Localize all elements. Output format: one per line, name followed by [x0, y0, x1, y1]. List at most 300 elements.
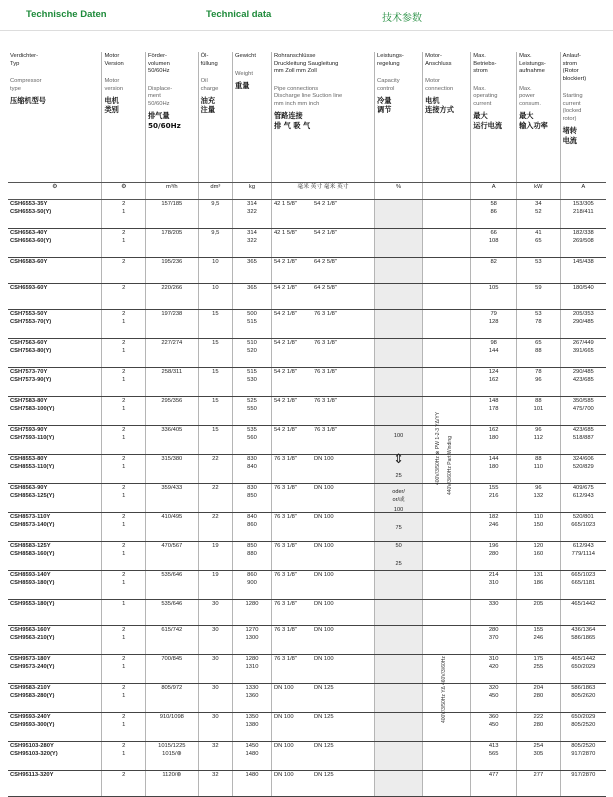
model-cell: CSH9593-240Y CSH9593-300(Y) [8, 713, 102, 742]
oil-charge-cell: 9,5 [198, 200, 232, 229]
oil-charge-cell: 15 [198, 339, 232, 368]
table-row [8, 626, 606, 655]
table-row [8, 426, 606, 455]
column-header-en: Motor version [104, 78, 124, 92]
model-cell: CSH9583-210Y CSH9583-280(Y) [8, 684, 102, 713]
column-header-en: Weight [235, 70, 253, 77]
pipe-connection-cell [271, 742, 374, 771]
table-row [8, 684, 606, 713]
pipe-connection-cell [271, 684, 374, 713]
oil-charge-cell: 22 [198, 484, 232, 513]
suction-pipe: DN 125 [313, 772, 334, 778]
model-cell: CSH9553-180(Y) [8, 600, 102, 626]
max-power-cell: 110 150 [517, 513, 561, 542]
starting-current-cell: 153/305 218/411 [560, 200, 606, 229]
motor-connection-cell [423, 571, 471, 600]
suction-pipe: DN 100 [313, 514, 334, 520]
weight-cell: 314 322 [233, 229, 272, 258]
max-power-cell: 204 280 [517, 684, 561, 713]
suction-pipe: 54 2 1/8" [313, 230, 337, 236]
weight-cell: 365 [233, 258, 272, 284]
displacement-cell: 1120/⊛ [145, 771, 198, 797]
model-cell: CSH8573-110Y CSH8573-140(Y) [8, 513, 102, 542]
pipe-connection-cell [271, 513, 374, 542]
column-header-cn: 冷量 调节 [377, 96, 392, 115]
motor-version-cell: 2 1 [102, 655, 146, 684]
pipe-connection-cell [271, 310, 374, 339]
displacement-cell: 197/238 [145, 310, 198, 339]
table-row [8, 542, 606, 571]
displacement-cell: 805/972 [145, 684, 198, 713]
oil-charge-cell: 30 [198, 600, 232, 626]
header-en: Technical data [206, 9, 272, 20]
pipe-connection-cell [271, 229, 374, 258]
pipe-connection-cell [271, 713, 374, 742]
starting-current-cell: 520/801 665/1023 [560, 513, 606, 542]
column-header-10 [560, 52, 606, 183]
pipe-connection-cell [271, 455, 374, 484]
oil-charge-cell: 22 [198, 455, 232, 484]
motor-version-cell: 2 1 [102, 426, 146, 455]
column-header-cn: 堵转 电流 [562, 126, 577, 145]
suction-pipe: DN 100 [313, 601, 334, 607]
max-power-cell: 205 [517, 600, 561, 626]
column-header-en: Starting current (locked rotor) [562, 93, 583, 122]
capacity-control-cell [375, 713, 423, 742]
column-header-9 [517, 52, 561, 183]
discharge-pipe: 76 3 1/8" [273, 572, 297, 578]
starting-current-cell: 465/1442 [560, 600, 606, 626]
discharge-pipe: 76 3 1/8" [273, 543, 297, 549]
column-header-cn: 压缩机型号 [10, 96, 46, 106]
capacity-control-cell [375, 284, 423, 310]
motor-connection-cell [423, 742, 471, 771]
weight-cell: 1280 1310 [233, 655, 272, 684]
motor-version-cell: 2 1 [102, 229, 146, 258]
motor-version-cell: 2 1 [102, 397, 146, 426]
pipe-connection-cell [271, 284, 374, 310]
max-operating-current-cell: 148 178 [471, 397, 517, 426]
column-header-5 [271, 52, 374, 183]
column-header-cn: 最大 输入功率 [519, 111, 548, 130]
column-header-de: Öl- füllung [200, 53, 218, 67]
discharge-pipe: 54 2 1/8" [273, 340, 297, 346]
motor-connection-cell [423, 229, 471, 258]
capacity-control-cell [375, 229, 423, 258]
displacement-cell: 258/311 [145, 368, 198, 397]
model-cell: CSH7593-90Y CSH7593-110(Y) [8, 426, 102, 455]
capacity-control-cell [375, 742, 423, 771]
max-operating-current-cell: 82 [471, 258, 517, 284]
motor-version-cell: 2 1 [102, 484, 146, 513]
column-header-7 [423, 52, 471, 183]
max-power-cell: 120 160 [517, 542, 561, 571]
capacity-step: 100 [393, 506, 404, 513]
column-unit-1: ⚙ [102, 183, 146, 200]
table-row [8, 258, 606, 284]
motor-version-cell: 1 [102, 600, 146, 626]
discharge-pipe: 76 3 1/8" [273, 656, 297, 662]
weight-cell: 510 520 [233, 339, 272, 368]
displacement-cell: 410/495 [145, 513, 198, 542]
max-operating-current-cell: 330 [471, 600, 517, 626]
max-power-cell: 277 [517, 771, 561, 797]
motor-connection-cell [423, 368, 471, 397]
weight-cell: 1350 1380 [233, 713, 272, 742]
discharge-pipe: 54 2 1/8" [273, 427, 297, 433]
column-header-3 [198, 52, 232, 183]
motor-connection-cell [423, 339, 471, 368]
suction-pipe: 54 2 1/8" [313, 201, 337, 207]
column-header-en: Max. operating current [473, 85, 498, 107]
suction-pipe: 76 3 1/8" [313, 369, 337, 375]
model-cell: CSH9563-160Y CSH9563-210(Y) [8, 626, 102, 655]
column-header-de: Motor- Anschluss [425, 53, 452, 67]
displacement-cell: 359/433 [145, 484, 198, 513]
column-unit-4: kg [233, 183, 272, 200]
motor-version-cell: 2 1 [102, 368, 146, 397]
starting-current-cell: 324/606 520/829 [560, 455, 606, 484]
pipe-connection-cell [271, 655, 374, 684]
suction-pipe: 76 3 1/8" [313, 427, 337, 433]
capacity-control-cell [375, 368, 423, 397]
table-row [8, 455, 606, 484]
column-header-8 [471, 52, 517, 183]
displacement-cell: 315/380 [145, 455, 198, 484]
suction-pipe: DN 100 [313, 456, 334, 462]
column-header-4 [233, 52, 272, 183]
motor-connection-cell [423, 310, 471, 339]
column-header-cn: 排气量 50/60Hz [147, 111, 181, 130]
motor-connection-cell [423, 542, 471, 571]
pipe-connection-cell [271, 368, 374, 397]
motor-connection-1: 400V/3/50Hz ⊗ PW 1-2-3 YΔ/YY [434, 411, 441, 485]
model-cell: CSH8593-140Y CSH8593-180(Y) [8, 571, 102, 600]
max-power-cell: 155 246 [517, 626, 561, 655]
starting-current-cell: 350/585 475/700 [560, 397, 606, 426]
capacity-control-cell [375, 571, 423, 600]
max-operating-current-cell: 124 162 [471, 368, 517, 397]
model-cell: CSH9573-180Y CSH9573-240(Y) [8, 655, 102, 684]
discharge-pipe: 54 2 1/8" [273, 259, 297, 265]
pipe-connection-cell [271, 542, 374, 571]
displacement-cell: 157/185 [145, 200, 198, 229]
column-header-de: Förder- volumen 50/60Hz [147, 53, 170, 75]
suction-pipe: DN 125 [313, 685, 334, 691]
max-power-cell: 131 186 [517, 571, 561, 600]
max-power-cell: 41 65 [517, 229, 561, 258]
header-de: Technische Daten [26, 9, 107, 20]
oil-charge-cell: 15 [198, 368, 232, 397]
discharge-pipe: DN 100 [273, 685, 294, 691]
column-unit-9: kW [517, 183, 561, 200]
weight-cell: 860 900 [233, 571, 272, 600]
column-header-cn: 油充 注量 [200, 96, 216, 115]
column-header-6 [375, 52, 423, 183]
motor-connection-2: 440V/3/60Hz Part Winding [446, 435, 453, 495]
model-cell: CSH6553-35Y CSH6553-50(Y) [8, 200, 102, 229]
column-header-1 [102, 52, 146, 183]
discharge-pipe: 76 3 1/8" [273, 627, 297, 633]
oil-charge-cell: 10 [198, 284, 232, 310]
weight-cell: 1480 [233, 771, 272, 797]
starting-current-cell: 290/485 423/685 [560, 368, 606, 397]
max-power-cell: 96 112 [517, 426, 561, 455]
suction-pipe: DN 100 [313, 656, 334, 662]
column-header-de: Max. Betriebs- strom [473, 53, 497, 75]
motor-connection-cell [423, 771, 471, 797]
model-cell: CSH7553-50Y CSH7553-70(Y) [8, 310, 102, 339]
weight-cell: 840 860 [233, 513, 272, 542]
starting-current-cell: 586/1863 805/2620 [560, 684, 606, 713]
capacity-control-cell [375, 258, 423, 284]
displacement-cell: 178/205 [145, 229, 198, 258]
capacity-control-cell [375, 771, 423, 797]
motor-version-cell: 2 [102, 771, 146, 797]
model-cell: CSH8563-90Y CSH8563-125(Y) [8, 484, 102, 513]
table-row [8, 229, 606, 258]
capacity-step: 50 [395, 542, 402, 549]
pipe-connection-cell [271, 339, 374, 368]
oil-charge-cell: 32 [198, 742, 232, 771]
column-header-en: Max. power consum. [519, 85, 541, 107]
column-unit-3: dm³ [198, 183, 232, 200]
max-power-cell: 175 255 [517, 655, 561, 684]
displacement-cell: 700/845 [145, 655, 198, 684]
capacity-control-cell [375, 626, 423, 655]
suction-pipe: DN 100 [313, 627, 334, 633]
pipe-connection-cell [271, 771, 374, 797]
motor-version-cell: 2 [102, 284, 146, 310]
capacity-arrow-icon: ⇕ [393, 450, 405, 466]
capacity-control-cell [375, 397, 423, 426]
displacement-cell: 195/236 [145, 258, 198, 284]
suction-pipe: 76 3 1/8" [313, 340, 337, 346]
weight-cell: 515 530 [233, 368, 272, 397]
oil-charge-cell: 15 [198, 426, 232, 455]
max-operating-current-cell: 182 246 [471, 513, 517, 542]
oil-charge-cell: 9,5 [198, 229, 232, 258]
motor-version-cell: 2 [102, 258, 146, 284]
header-row [8, 52, 606, 183]
model-cell: CSH95103-280Y CSH95103-320(Y) [8, 742, 102, 771]
suction-pipe: DN 100 [313, 485, 334, 491]
column-header-2 [145, 52, 198, 183]
motor-connection-cell [423, 284, 471, 310]
header-cn: 技术参数 [382, 13, 422, 24]
max-power-cell: 254 305 [517, 742, 561, 771]
column-header-cn: 最大 运行电流 [473, 111, 503, 130]
motor-connection-cell [423, 513, 471, 542]
max-operating-current-cell: 477 [471, 771, 517, 797]
displacement-cell: 220/266 [145, 284, 198, 310]
max-power-cell: 65 88 [517, 339, 561, 368]
column-header-de: Rohranschlüsse Druckleitung Saugleitung mm Zoll mm Zoll [273, 53, 339, 75]
weight-cell: 314 322 [233, 200, 272, 229]
displacement-cell: 295/356 [145, 397, 198, 426]
oil-charge-cell: 15 [198, 397, 232, 426]
max-operating-current-cell: 280 370 [471, 626, 517, 655]
table-row [8, 742, 606, 771]
max-operating-current-cell: 155 216 [471, 484, 517, 513]
max-operating-current-cell: 58 86 [471, 200, 517, 229]
max-operating-current-cell: 79 128 [471, 310, 517, 339]
discharge-pipe: 42 1 5/8" [273, 201, 297, 207]
capacity-control-cell [375, 655, 423, 684]
column-header-de: Verdichter- Typ [10, 53, 39, 67]
max-power-cell: 78 96 [517, 368, 561, 397]
spec-table [8, 52, 606, 797]
column-unit-8: A [471, 183, 517, 200]
column-header-cn: 电机 类别 [104, 96, 119, 115]
discharge-pipe: 76 3 1/8" [273, 514, 297, 520]
weight-cell: 365 [233, 284, 272, 310]
capacity-step: 25 [395, 560, 402, 567]
displacement-cell: 615/742 [145, 626, 198, 655]
model-cell: CSH8583-125Y CSH8583-160(Y) [8, 542, 102, 571]
discharge-pipe: 76 3 1/8" [273, 456, 297, 462]
motor-version-cell: 2 1 [102, 542, 146, 571]
oil-charge-cell: 19 [198, 542, 232, 571]
model-cell: CSH6583-60Y [8, 258, 102, 284]
max-power-cell: 88 110 [517, 455, 561, 484]
max-operating-current-cell: 413 565 [471, 742, 517, 771]
displacement-cell: 535/646 [145, 600, 198, 626]
max-operating-current-cell: 162 180 [471, 426, 517, 455]
column-header-cn: 电机 连接方式 [425, 96, 454, 115]
weight-cell: 1280 [233, 600, 272, 626]
motor-version-cell: 2 1 [102, 200, 146, 229]
column-header-en: Displace- ment 50/60Hz [147, 85, 173, 107]
max-operating-current-cell: 196 280 [471, 542, 517, 571]
max-power-cell: 34 52 [517, 200, 561, 229]
pipe-connection-cell [271, 426, 374, 455]
capacity-step: 75 [395, 524, 402, 531]
weight-cell: 830 840 [233, 455, 272, 484]
units-row [8, 183, 606, 200]
max-power-cell: 96 132 [517, 484, 561, 513]
starting-current-cell: 612/943 779/1114 [560, 542, 606, 571]
column-header-de: Motor Version [104, 53, 124, 67]
table-row [8, 484, 606, 513]
displacement-cell: 470/567 [145, 542, 198, 571]
column-header-de: Leistungs- regelung [377, 53, 404, 67]
column-unit-6: % [375, 183, 423, 200]
starting-current-cell: 145/438 [560, 258, 606, 284]
oil-charge-cell: 30 [198, 684, 232, 713]
table-row [8, 571, 606, 600]
column-header-0 [8, 52, 102, 183]
displacement-cell: 1015/1225 1015/⊛ [145, 742, 198, 771]
capacity-control-cell [375, 339, 423, 368]
discharge-pipe: 54 2 1/8" [273, 369, 297, 375]
suction-pipe: DN 100 [313, 572, 334, 578]
capacity-mid: 25 [395, 472, 402, 479]
oil-charge-cell: 15 [198, 310, 232, 339]
oil-charge-cell: 32 [198, 771, 232, 797]
column-unit-2: m³/h [145, 183, 198, 200]
column-header-en: Oil charge [200, 78, 219, 92]
weight-cell: 500 515 [233, 310, 272, 339]
table-row [8, 310, 606, 339]
weight-cell: 525 550 [233, 397, 272, 426]
motor-connection-3: 400V/3/50Hz YΔ 460V/3/60Hz [440, 655, 447, 723]
discharge-pipe: 42 1 5/8" [273, 230, 297, 236]
discharge-pipe: DN 100 [273, 714, 294, 720]
displacement-cell: 227/274 [145, 339, 198, 368]
max-power-cell: 53 78 [517, 310, 561, 339]
table-row [8, 600, 606, 626]
capacity-top: 100 [393, 432, 404, 439]
pipe-connection-cell [271, 397, 374, 426]
model-cell: CSH7563-60Y CSH7563-80(Y) [8, 339, 102, 368]
table-row [8, 655, 606, 684]
column-header-en: Capacity control [377, 78, 400, 92]
motor-version-cell: 2 1 [102, 310, 146, 339]
column-header-de: Gewicht [235, 53, 256, 59]
starting-current-cell: 917/2870 [560, 771, 606, 797]
weight-cell: 1270 1300 [233, 626, 272, 655]
max-power-cell: 88 101 [517, 397, 561, 426]
suction-pipe: DN 125 [313, 743, 334, 749]
max-operating-current-cell: 105 [471, 284, 517, 310]
table-row [8, 513, 606, 542]
column-header-cn: 管路连接 排 气 吸 气 [273, 111, 311, 130]
model-cell: CSH6563-40Y CSH6563-60(Y) [8, 229, 102, 258]
table-row [8, 368, 606, 397]
capacity-control-cell [375, 310, 423, 339]
displacement-cell: 336/405 [145, 426, 198, 455]
table-row [8, 397, 606, 426]
motor-connection-cell [423, 397, 471, 426]
pipe-connection-cell [271, 258, 374, 284]
weight-cell: 830 850 [233, 484, 272, 513]
column-header-en: Motor connection [425, 78, 454, 92]
pipe-connection-cell [271, 200, 374, 229]
top-rule [0, 30, 613, 31]
starting-current-cell: 267/449 391/665 [560, 339, 606, 368]
table-row [8, 200, 606, 229]
displacement-cell: 910/1098 [145, 713, 198, 742]
max-power-cell: 59 [517, 284, 561, 310]
model-cell: CSH7573-70Y CSH7573-90(Y) [8, 368, 102, 397]
discharge-pipe: 54 2 1/8" [273, 398, 297, 404]
starting-current-cell: 436/1364 586/1865 [560, 626, 606, 655]
max-operating-current-cell: 360 450 [471, 713, 517, 742]
oil-charge-cell: 30 [198, 713, 232, 742]
suction-pipe: DN 125 [313, 714, 334, 720]
motor-connection-cell [423, 200, 471, 229]
column-header-cn: 重量 [235, 81, 250, 91]
motor-connection-cell [423, 258, 471, 284]
table-row [8, 339, 606, 368]
table-row [8, 284, 606, 310]
suction-pipe: 76 3 1/8" [313, 398, 337, 404]
discharge-pipe: 54 2 1/8" [273, 285, 297, 291]
model-cell: CSH95113-320Y [8, 771, 102, 797]
oil-charge-cell: 30 [198, 655, 232, 684]
capacity-or: oder/ or/或 [392, 488, 405, 503]
discharge-pipe: 76 3 1/8" [273, 601, 297, 607]
pipe-connection-cell [271, 484, 374, 513]
starting-current-cell: 205/353 290/485 [560, 310, 606, 339]
oil-charge-cell: 30 [198, 626, 232, 655]
suction-pipe: DN 100 [313, 543, 334, 549]
max-operating-current-cell: 66 108 [471, 229, 517, 258]
starting-current-cell: 665/1023 665/1181 [560, 571, 606, 600]
model-cell: CSH8553-80Y CSH8553-110(Y) [8, 455, 102, 484]
model-cell: CSH6593-60Y [8, 284, 102, 310]
